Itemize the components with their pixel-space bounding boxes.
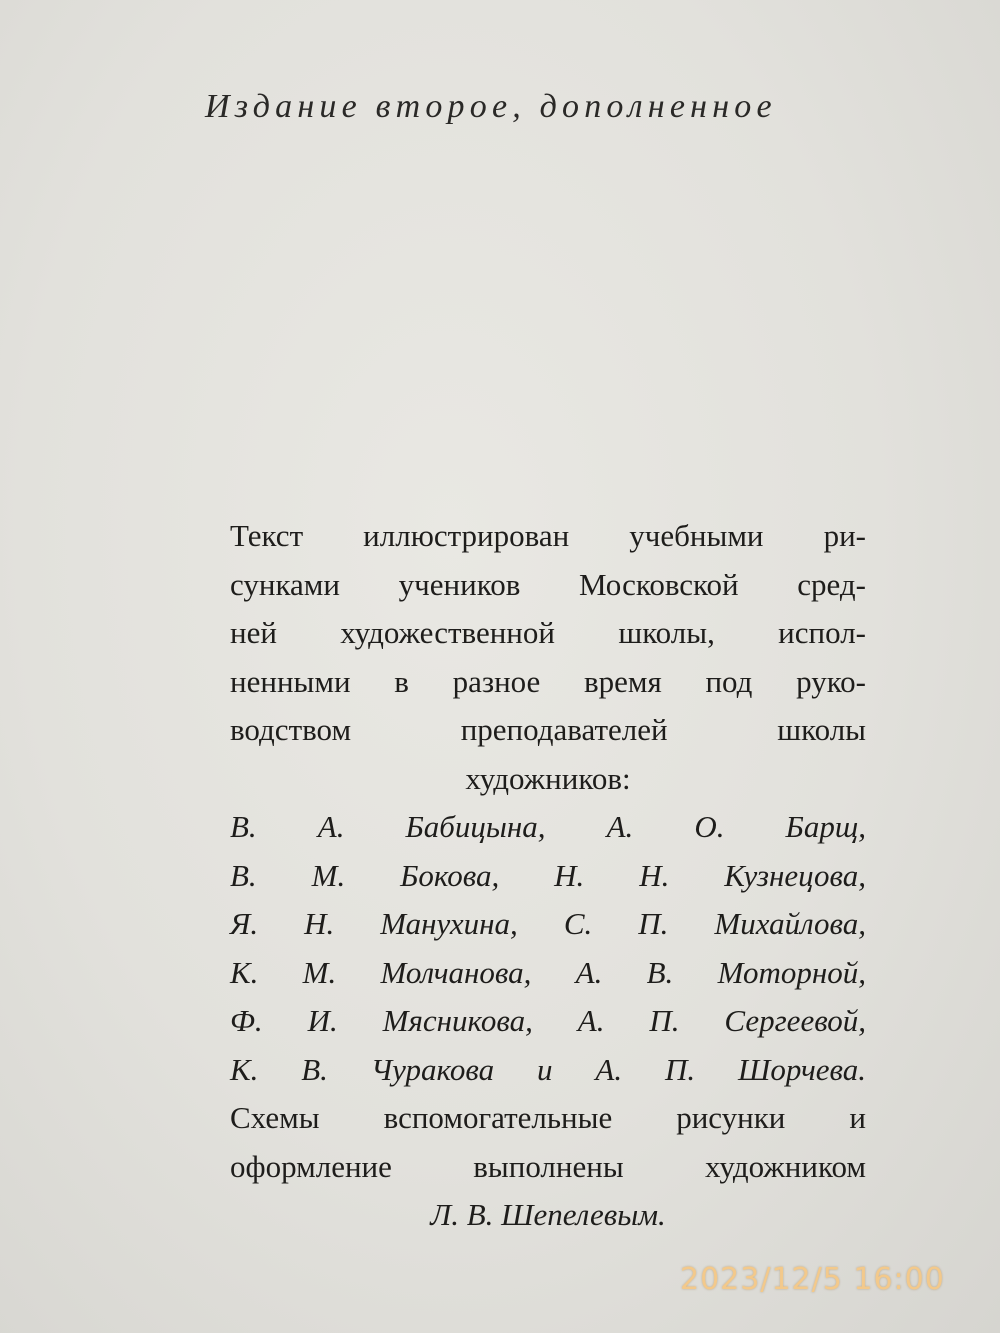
credits-intro-line: Текст иллюстрирован учебными ри- [230,518,866,553]
credits-block [230,512,866,1240]
teacher-names-line: Ф. И. Мясникова, А. П. Сергеевой, [230,1003,866,1038]
credits-outro-line: Схемы вспомогательные рисунки и [230,1100,866,1135]
credits-intro-line: водством преподавателей школы [230,712,866,747]
credits-intro-last-line: художников: [465,760,631,796]
teacher-names-line: В. М. Бокова, Н. Н. Кузнецова, [230,857,866,893]
credits-intro-line: ненными в разное время под руко- [230,663,866,699]
teacher-names-line: Я. Н. Манухина, С. П. Михайлова, [230,906,866,941]
edition-title: Издание второе, дополненное [205,88,777,125]
teacher-names-line: В. А. Бабицына, А. О. Барщ, [230,809,866,844]
photo-timestamp: 2023/12/5 16:00 [680,1262,945,1297]
teacher-names-line: К. В. Чуракова и А. П. Шорчева. [230,1051,866,1087]
teacher-names-line: К. М. Молчанова, А. В. Моторной, [230,954,866,990]
credits-outro-line: оформление выполнены художником [230,1148,866,1184]
credits-intro-line: сунками учеников Московской сред- [230,566,866,602]
credits-intro-line: ней художественной школы, испол- [230,615,866,650]
illustrator-name: Л. В. Шепелевым. [430,1197,666,1232]
